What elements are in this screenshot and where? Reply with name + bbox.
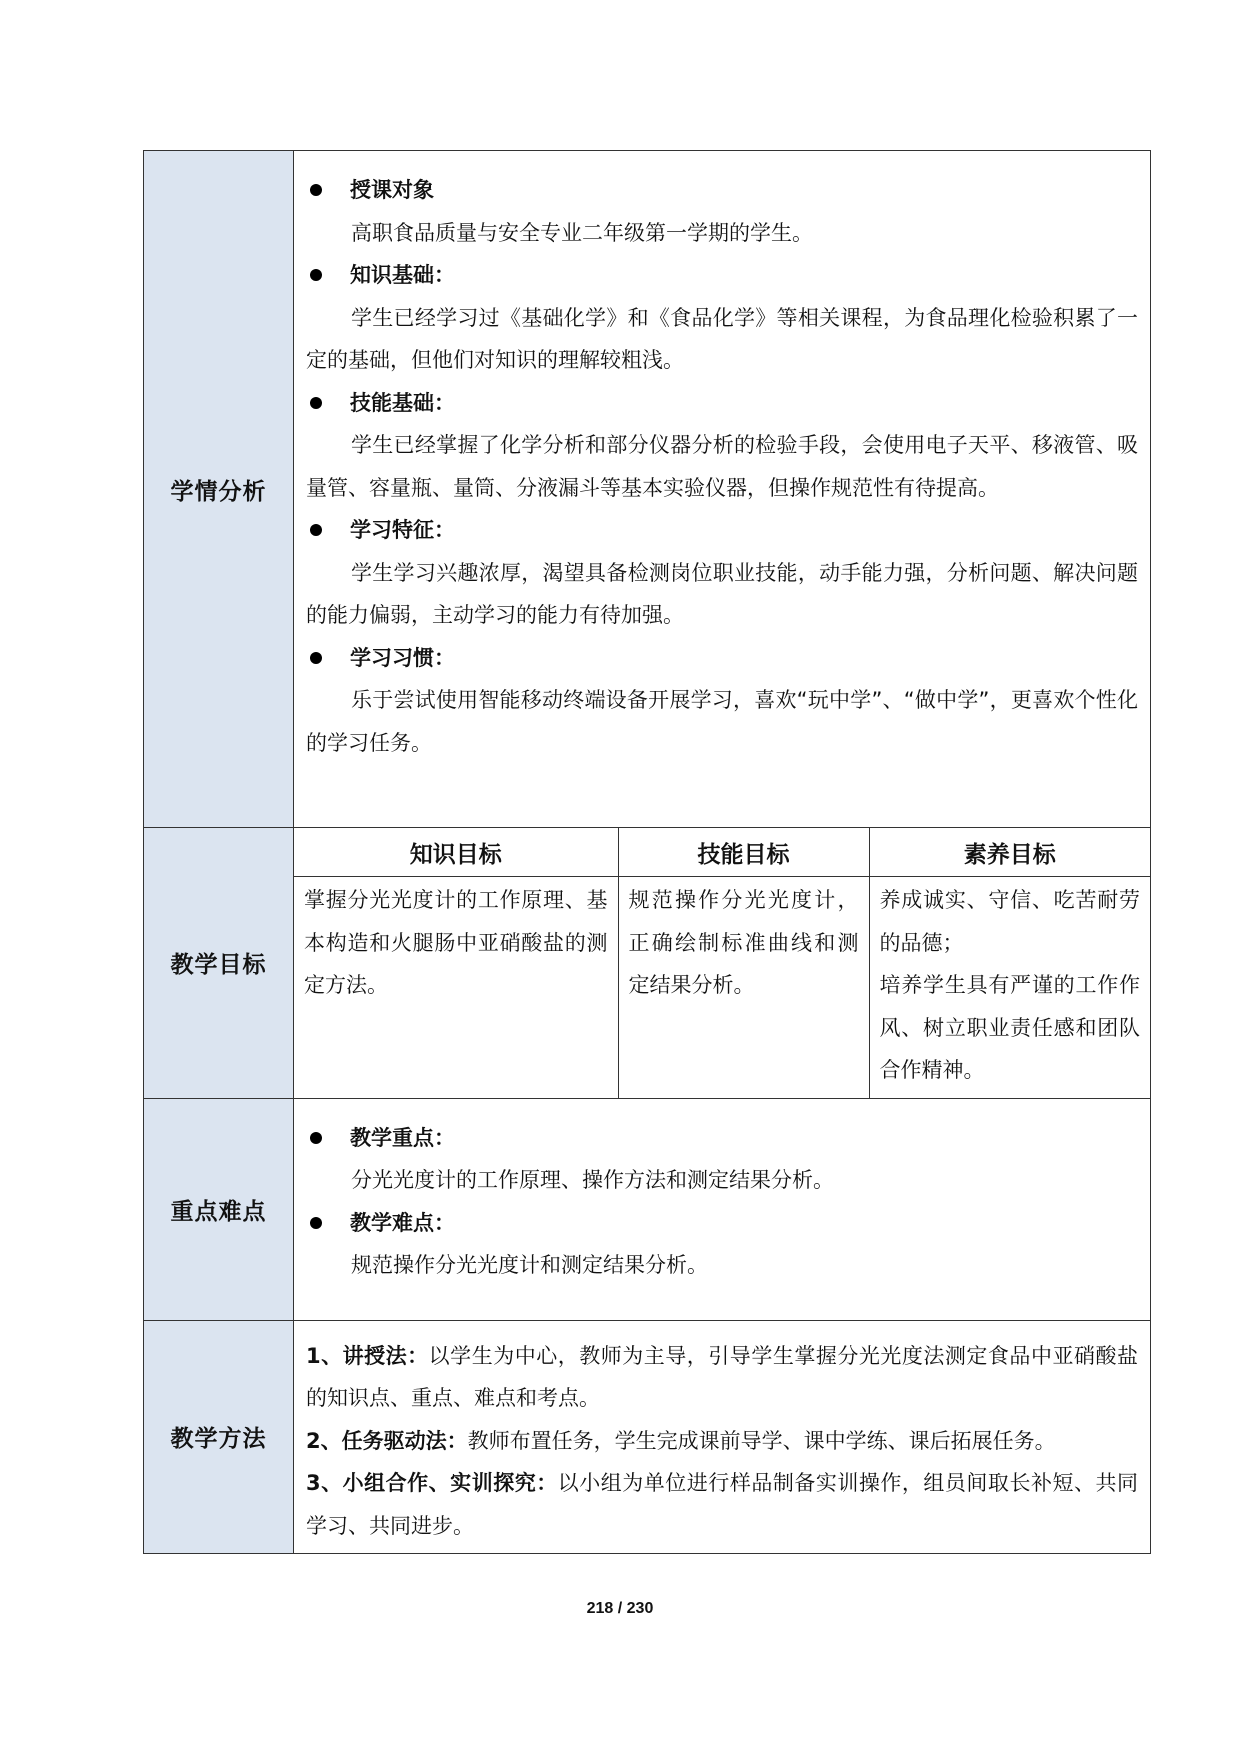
- keypoints-row: [144, 1098, 1151, 1320]
- bullet-title: 教学难点：: [350, 1210, 455, 1235]
- bullet-title: 学习特征：: [350, 518, 455, 542]
- bullet-icon: [310, 269, 322, 281]
- analysis-header-cell: [144, 151, 294, 828]
- goals-label: 教学目标: [170, 952, 267, 979]
- analysis-row: [144, 151, 1151, 828]
- bullet-title: 知识基础：: [350, 263, 455, 287]
- bullet-icon: [310, 397, 322, 409]
- method-title: 2、任务驱动法：: [306, 1428, 468, 1453]
- method-text: 以学生为中心，教师为主导，引导学生掌握分光光度法测定食品中亚硝酸盐的知识点、重点、难点和考点。: [306, 1343, 1138, 1410]
- goals-header-cell: [144, 828, 294, 1099]
- lesson-plan-table: [143, 150, 1151, 1554]
- goals-row: [144, 828, 1151, 1099]
- skill-goal-header: 技能目标: [618, 828, 869, 877]
- skill-goal-text: 规范操作分光光度计，正确绘制标准曲线和测定结果分析。: [618, 877, 869, 1098]
- bullet-icon: [310, 524, 322, 536]
- methods-label: 教学方法: [170, 1426, 267, 1453]
- method-text: 以小组为单位进行样品制备实训操作，组员间取长补短、共同学习、共同进步。: [306, 1471, 1138, 1538]
- bullet-title: 学习习惯：: [350, 645, 455, 670]
- bullet-title: 教学重点：: [350, 1125, 455, 1150]
- bullet-text: 学生学习兴趣浓厚，渴望具备检测岗位职业技能，动手能力强，分析问题、解决问题的能力偏弱，主动学习的能力有待加强。: [306, 560, 1138, 627]
- method-item: [306, 1462, 1138, 1547]
- bullet-item: [306, 637, 1138, 680]
- bullet-text: 高职食品质量与安全专业二年级第一学期的学生。: [351, 220, 813, 245]
- bullet-title: 技能基础：: [350, 390, 455, 415]
- quality-goal-text: 培养学生具有严谨的工作作风、树立职业责任感和团队合作精神。: [879, 973, 1140, 1082]
- method-item: [306, 1335, 1138, 1420]
- bullet-icon: [310, 184, 322, 196]
- bullet-text: 学生已经学习过《基础化学》和《食品化学》等相关课程，为食品理化检验积累了一定的基础，但他们对知识的理解较粗浅。: [306, 305, 1138, 372]
- methods-header-cell: [144, 1320, 294, 1554]
- bullet-icon: [310, 1132, 322, 1144]
- bullet-item: [306, 509, 1138, 552]
- analysis-label: 学情分析: [170, 478, 267, 505]
- method-item: [306, 1420, 1138, 1463]
- goals-header-row: [294, 828, 1150, 877]
- method-title: 1、讲授法：: [306, 1343, 429, 1368]
- quality-goal-text: 养成诚实、守信、吃苦耐劳的品德；: [879, 888, 1140, 955]
- bullet-title: 授课对象: [350, 178, 434, 202]
- keypoints-content-cell: [294, 1098, 1151, 1320]
- quality-goal-cell: [869, 877, 1150, 1098]
- bullet-text: 乐于尝试使用智能移动终端设备开展学习，喜欢“玩中学”、“做中学”，更喜欢个性化的学习任务。: [306, 688, 1138, 755]
- keypoints-header-cell: [144, 1098, 294, 1320]
- bullet-icon: [310, 1217, 322, 1229]
- goals-body-row: [294, 877, 1150, 1098]
- keypoints-content: [294, 1099, 1150, 1299]
- methods-row: [144, 1320, 1151, 1554]
- analysis-content: [294, 151, 1150, 776]
- bullet-item: [306, 1117, 1138, 1160]
- bullet-icon: [310, 652, 322, 664]
- methods-content: [294, 1321, 1150, 1554]
- bullet-item: [306, 1202, 1138, 1245]
- keypoints-label: 重点难点: [170, 1198, 267, 1225]
- bullet-text: 分光光度计的工作原理、操作方法和测定结果分析。: [351, 1168, 834, 1192]
- bullet-text: 学生已经掌握了化学分析和部分仪器分析的检验手段，会使用电子天平、移液管、吸量管、容量瓶、量筒、分液漏斗等基本实验仪器，但操作规范性有待提高。: [306, 433, 1138, 500]
- bullet-item: [306, 169, 1138, 212]
- goals-table: [294, 828, 1150, 1098]
- bullet-item: [306, 254, 1138, 297]
- knowledge-goal-text: 掌握分光光度计的工作原理、基本构造和火腿肠中亚硝酸盐的测定方法。: [304, 888, 608, 997]
- analysis-content-cell: [294, 151, 1151, 828]
- method-text: 教师布置任务，学生完成课前导学、课中学练、课后拓展任务。: [467, 1428, 1056, 1453]
- bullet-item: [306, 382, 1138, 425]
- page-number: 218 / 230: [586, 1600, 654, 1617]
- quality-goal-header: 素养目标: [869, 828, 1150, 877]
- knowledge-goal-header: 知识目标: [294, 828, 618, 877]
- methods-content-cell: [294, 1320, 1151, 1554]
- method-title: 3、小组合作、实训探究：: [306, 1471, 558, 1495]
- goals-content-cell: [294, 828, 1151, 1099]
- bullet-text: 规范操作分光光度计和测定结果分析。: [351, 1253, 708, 1277]
